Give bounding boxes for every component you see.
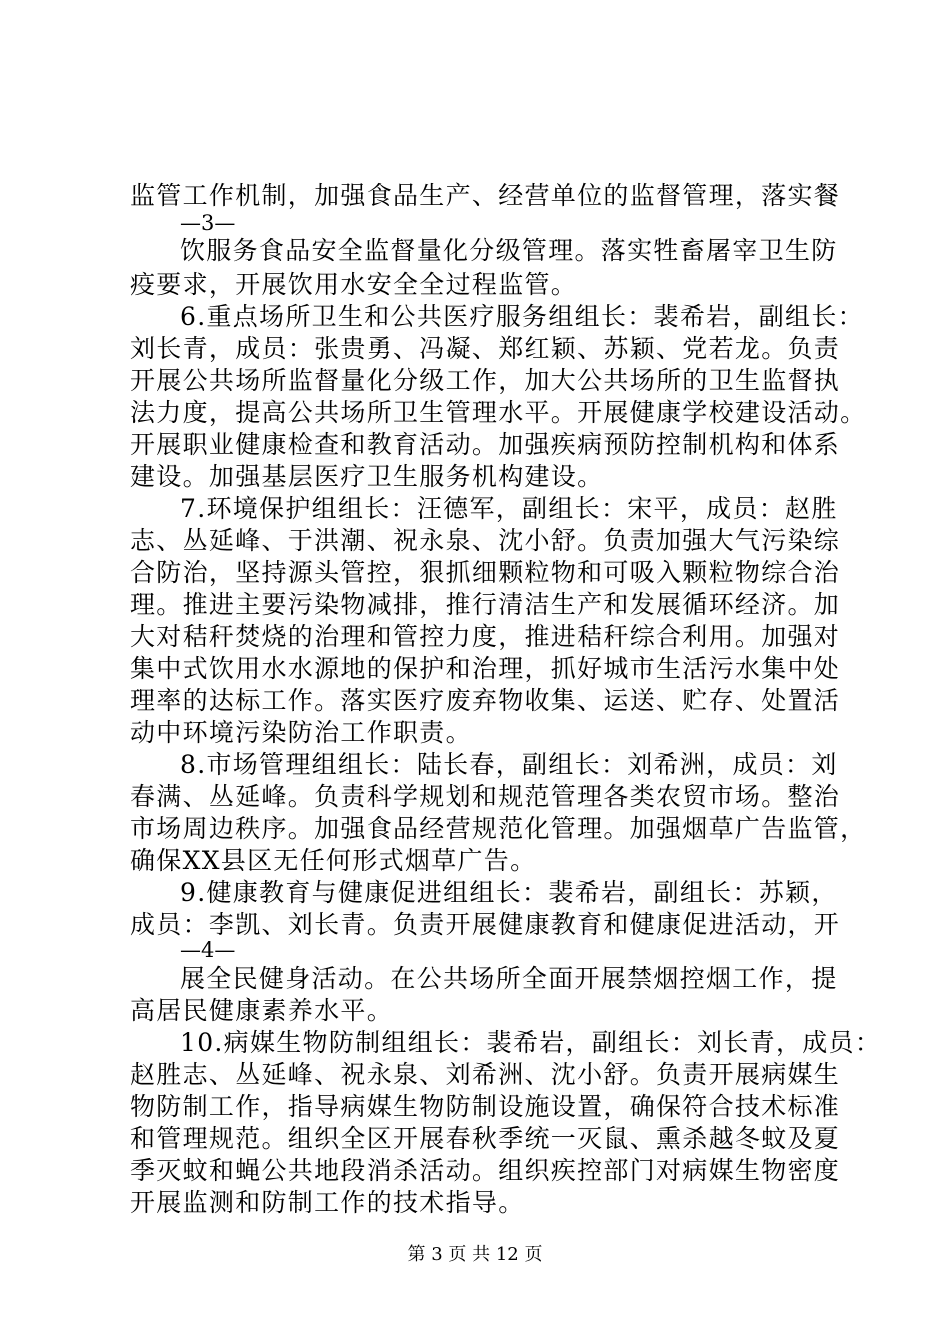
text-line: 10.病媒生物防制组组长：裴希岩，副组长：刘长青，成员： <box>180 1028 882 1057</box>
text-line: 合防治，坚持源头管控，狠抓细颗粒物和可吸入颗粒物综合治 <box>130 558 841 587</box>
text-line: 赵胜志、丛延峰、祝永泉、刘希洲、沈小舒。负责开展病媒生 <box>130 1060 841 1089</box>
text-line: 理率的达标工作。落实医疗废弃物收集、运送、贮存、处置活 <box>130 686 841 715</box>
page-footer: 第 3 页 共 12 页 <box>407 1244 543 1265</box>
text-line: 6.重点场所卫生和公共医疗服务组组长：裴希岩，副组长： <box>180 302 864 331</box>
text-line: 9.健康教育与健康促进组组长：裴希岩，副组长：苏颖， <box>180 878 838 907</box>
text-line: 理。推进主要污染物减排，推行清洁生产和发展循环经济。加 <box>130 590 841 619</box>
text-line: 疫要求，开展饮用水安全全过程监管。 <box>130 270 578 299</box>
text-line: 春满、丛延峰。负责科学规划和规范管理各类农贸市场。整治 <box>130 782 841 811</box>
inline-page-number: —3— <box>180 211 236 235</box>
text-line: 确保XX县区无任何形式烟草广告。 <box>130 846 537 875</box>
text-line: 开展监测和防制工作的技术指导。 <box>130 1188 525 1217</box>
text-line: 展全民健身活动。在公共场所全面开展禁烟控烟工作，提 <box>180 964 838 993</box>
inline-page-number: —4— <box>180 938 236 962</box>
text-line: 集中式饮用水水源地的保护和治理，抓好城市生活污水集中处 <box>130 654 841 683</box>
text-line: 动中环境污染防治工作职责。 <box>130 718 472 747</box>
text-line: 7.环境保护组组长：汪德军，副组长：宋平，成员：赵胜 <box>180 494 838 523</box>
text-line: 成员：李凯、刘长青。负责开展健康教育和健康促进活动，开 <box>130 910 841 939</box>
text-line: 饮服务食品安全监督量化分级管理。落实牲畜屠宰卫生防 <box>180 236 838 265</box>
text-line: 高居民健康素养水平。 <box>130 996 394 1025</box>
text-line: 和管理规范。组织全区开展春秋季统一灭鼠、熏杀越冬蚊及夏 <box>130 1124 841 1153</box>
text-line: 物防制工作，指导病媒生物防制设施设置，确保符合技术标准 <box>130 1092 841 1121</box>
text-line: 监管工作机制，加强食品生产、经营单位的监督管理，落实餐 <box>130 181 841 210</box>
text-line: 建设。加强基层医疗卫生服务机构建设。 <box>130 462 604 491</box>
text-line: 开展公共场所监督量化分级工作，加大公共场所的卫生监督执 <box>130 366 841 395</box>
text-line: 开展职业健康检查和教育活动。加强疾病预防控制机构和体系 <box>130 430 841 459</box>
text-line: 法力度，提高公共场所卫生管理水平。开展健康学校建设活动。 <box>130 398 867 427</box>
text-line: 市场周边秩序。加强食品经营规范化管理。加强烟草广告监管， <box>130 814 867 843</box>
text-line: 大对秸秆焚烧的治理和管控力度，推进秸秆综合利用。加强对 <box>130 622 841 651</box>
text-line: 8.市场管理组组长：陆长春，副组长：刘希洲，成员：刘 <box>180 750 838 779</box>
text-line: 季灭蚊和蝇公共地段消杀活动。组织疾控部门对病媒生物密度 <box>130 1156 841 1185</box>
text-line: 刘长青，成员：张贵勇、冯凝、郑红颖、苏颖、党若龙。负责 <box>130 334 841 363</box>
text-line: 志、丛延峰、于洪潮、祝永泉、沈小舒。负责加强大气污染综 <box>130 526 841 555</box>
